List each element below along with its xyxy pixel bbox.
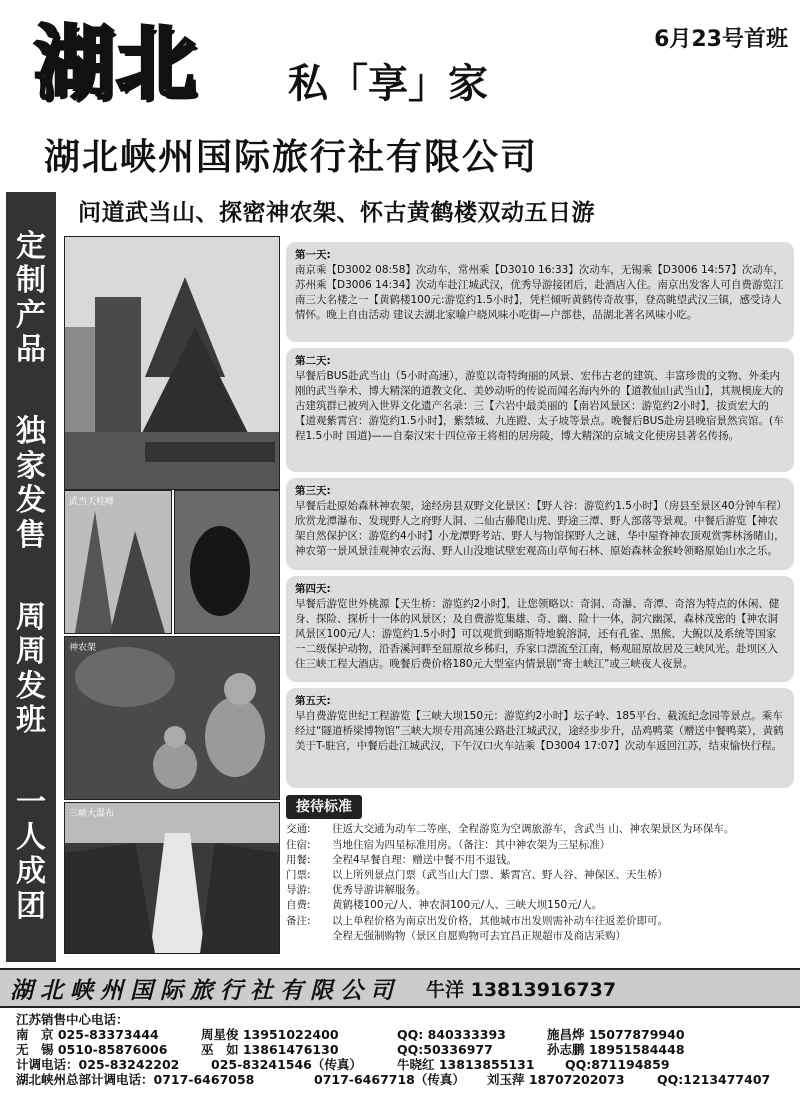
day-title: 第五天:	[295, 695, 331, 707]
side-tag-char: 班	[16, 703, 46, 739]
contact-cell: QQ: 840333393	[397, 1027, 506, 1042]
side-tag-char: 制	[16, 263, 46, 299]
contact-row	[16, 1042, 796, 1057]
contact-row	[16, 1057, 796, 1072]
contact-cell: 牛晓红 13813855131	[397, 1057, 535, 1072]
standard-key: 备注:	[286, 914, 311, 927]
gate-illustration	[65, 237, 279, 489]
standard-value: 全程4早餐自理：赠送中餐不用不退钱。	[332, 853, 518, 866]
day-text: 早餐后BUS赴武当山（5小时高速），游览以奇特绚丽的风景、宏伟古老的建筑、丰富珍贵的文物、外柔内刚的武当拳术、博大精深的道教文化、美妙动听的传说而闻名海内外的【道教仙山武当山】，其规模庞大的古建筑群已被列入世界文化遗产名录：三【六岩中最美丽的【南岩风景区：游览约2小时】，拔贡宏大的【道观紫霄宫：游览约1.5小时】，紫禁城、九连蹬、太子坡等景点。晚餐后BUS赴房县晚宿景然宾馆。(车程1.5小时 国道)——自秦汉宋十四位帝王将相的居房陵，博大精深的京城文化使房县著名传扬。	[295, 369, 784, 442]
contact-cell: 南 京 025-83373444	[16, 1027, 159, 1042]
side-tag-phrase	[16, 415, 46, 553]
day-title: 第二天:	[295, 355, 331, 367]
contact-cell: 刘玉萍 18707202073	[487, 1072, 625, 1087]
footer-contact: 牛洋 13813916737	[426, 978, 617, 1001]
standards-title: 接待标准	[286, 795, 362, 819]
photo-monkeys	[64, 636, 280, 800]
side-tag-char: 定	[16, 228, 46, 264]
contact-cell: QQ:1213477407	[657, 1072, 771, 1087]
slogan: 私「享」家	[288, 60, 488, 107]
contacts-block	[16, 1012, 796, 1087]
standard-value: 以上单程价格为南京出发价格，其他城市出发则需补动车往返差价即可。	[332, 914, 668, 927]
contact-row	[16, 1072, 796, 1087]
standard-value: 当地住宿为四星标准用房。（备注：其中神农架为三星标准）	[332, 838, 611, 851]
contact-cell: 无 锡 0510-85876006	[16, 1042, 168, 1057]
contacts-heading: 江苏销售中心电话：	[16, 1012, 129, 1027]
side-tag-phrase	[16, 230, 46, 368]
photo-gate	[64, 236, 280, 490]
standard-row	[286, 853, 794, 868]
monkeys-illustration	[65, 637, 279, 799]
side-tag	[6, 192, 56, 962]
contact-row	[16, 1027, 796, 1042]
contact-cell: 025-83241546（传真）	[211, 1057, 362, 1072]
day-text: 早自费游览世纪工程游览【三峡大坝150元：游览约2小时】坛子岭、185平台、截流纪念园等景点。乘车经过“隧道桥梁博物馆”三峡大坝专用高速公路赴江城武汉，途经步步升，品鸡鸭菜（赠送中餐鸭菜），黄鹤美于T-駐宫，中餐后赴江城武汉，下午汉口火车站乘【D3004 17:07】次动车返回江苏，结束愉快行程。	[295, 709, 784, 752]
side-tag-char: 售	[16, 517, 46, 553]
contact-cell: 湖北峡州总部计调电话：0717-6467058	[16, 1072, 255, 1087]
standard-value: 黄鹤楼100元/人、神农洞100元/人、三峡大坝150元/人。	[332, 899, 603, 912]
photo-cave	[174, 490, 280, 634]
side-tag-phrase	[16, 786, 46, 924]
photo-caption: 武当天柱峰	[69, 497, 115, 507]
day-title: 第四天:	[295, 583, 331, 595]
contact-cell: 周星俊 13951022400	[201, 1027, 339, 1042]
standard-row	[286, 838, 794, 853]
standard-row	[286, 822, 794, 837]
day-box	[286, 576, 794, 682]
photo-peak	[64, 490, 172, 634]
standards-note: 全程无强制购物（景区自愿购物可去宜昌正规超市及商店采购）	[332, 929, 626, 942]
standard-row	[286, 914, 794, 929]
photo-waterfall	[64, 802, 280, 954]
standard-key: 门票:	[286, 868, 311, 881]
side-tag-char: 人	[16, 819, 46, 855]
standard-key: 用餐:	[286, 853, 311, 866]
contact-cell: 巫 如 13861476130	[201, 1042, 339, 1057]
company-name: 湖北峡州国际旅行社有限公司	[44, 137, 539, 178]
footer-bar	[0, 968, 800, 1008]
day-text: 早餐后游览世外桃源【天生桥：游览约2小时】，让您领略以：奇洞、奇瀑、奇潭、奇溶为特点的休闲、健身、探险、探析十一体的风景区；及自费游览集雄、奇、幽、险十一体，洞穴幽深，森林茂密的【神农洞风景区100元/人：游览约1.5小时】可以观赏到略斯特地貌溶洞，还有孔雀、黑熊、大鲵以及系统等国家一二级保护动物，沿香溪河畔至屈原故乡秭归，乔家口漂流至江南，畅观屈原故居及三峡风光。赴坝区入住三峡工程大酒店。晚餐后费价格180元大型室内情景剧“寄士峡江”或三峡夜人夜景。	[295, 597, 780, 670]
day-title: 第三天:	[295, 485, 331, 497]
standard-key: 导游:	[286, 884, 311, 897]
side-tag-char: 成	[16, 854, 46, 890]
standard-value: 往返大交通为动车二等座，全程游览为空调旅游车，含武当 山、神农架景区为环保车。	[332, 823, 735, 836]
first-run-date: 6月23号首班	[654, 27, 788, 52]
side-tag-phrase	[16, 601, 46, 739]
day-box	[286, 478, 794, 570]
contact-cell: 孙志鹏 18951584448	[547, 1042, 685, 1057]
route-title: 问道武当山、探密神农架、怀古黄鹤楼双动五日游	[78, 200, 595, 226]
footer-company: 湖北峡州国际旅行社有限公司	[10, 977, 400, 1004]
standard-row	[286, 883, 794, 898]
side-tag-char: 一	[16, 785, 46, 821]
waterfall-illustration	[65, 803, 279, 953]
standard-row	[286, 868, 794, 883]
peak-illustration	[65, 491, 171, 633]
standard-key: 自费:	[286, 899, 311, 912]
contact-cell: QQ:50336977	[397, 1042, 493, 1057]
day-text: 南京乘【D3002 08:58】次动车，常州乘【D3010 16:33】次动车，无锡乘【D3006 14:57】次动车，苏州乘【D3006 14:34】次动车赴江城武汉，优秀导游接团后，赴酒店入住。南京出发客人可自费游览江南三大名楼之一【黄鹤楼100元:游览约1.5小时】，凭栏倾听黄鹤传奇故事，登高眺望武汉三镇，感受诗人情怀。晚上自由活动 建议去湖北家喻户晓风味小吃街—户部巷，品湖北著名风味小吃。	[295, 263, 784, 321]
contact-cell: 0717-6467718（传真）	[314, 1072, 465, 1087]
side-tag-char: 发	[16, 483, 46, 519]
contact-cell: 施昌烨 15077879940	[547, 1027, 685, 1042]
day-box	[286, 348, 794, 472]
side-tag-char: 周	[16, 599, 46, 635]
contact-cell: 计调电话：025-83242202	[16, 1057, 180, 1072]
standard-row	[286, 898, 794, 913]
standard-value: 优秀导游讲解服务。	[332, 884, 427, 897]
contact-cell: QQ:871194859	[565, 1057, 670, 1072]
day-box	[286, 688, 794, 788]
standard-key: 交通:	[286, 823, 311, 836]
day-box	[286, 242, 794, 342]
day-text: 早餐后赴原始森林神农架，途经房县双野文化景区：【野人谷：游览约1.5小时】（房县至景区40分钟车程）欣赏龙潭瀑布、发现野人之府野人洞、二仙古藤爬山虎、野途三潭、野人部落等景观。中餐后游览【神农架自然保护区：游览约4小时】小龙潭野考站、野人与物馆探野人之谜，华中屋脊神农顶观赏霁林汤睹山，神农第一景风景洼观神农云海、野人山没地试壁宏观高山草甸石林、原始森林金猴岭领略原始山水之乐。	[295, 499, 785, 557]
side-tag-char: 团	[16, 888, 46, 924]
photo-caption: 神农架	[69, 643, 97, 653]
standard-value: 以上所列景点门票（武当山大门票、紫霄宫、野人谷、神保区、天生桥）	[332, 868, 668, 881]
reception-standards	[286, 795, 794, 963]
standard-key: 住宿:	[286, 838, 311, 851]
side-tag-char: 独	[16, 414, 46, 450]
photo-caption: 三峡大瀑布	[69, 809, 115, 819]
side-tag-char: 家	[16, 448, 46, 484]
brand-title: 湖北	[34, 17, 198, 110]
side-tag-char: 发	[16, 668, 46, 704]
cave-illustration	[175, 491, 279, 633]
side-tag-char: 产	[16, 297, 46, 333]
side-tag-char: 周	[16, 634, 46, 670]
side-tag-char: 品	[16, 332, 46, 368]
day-title: 第一天:	[295, 249, 331, 261]
